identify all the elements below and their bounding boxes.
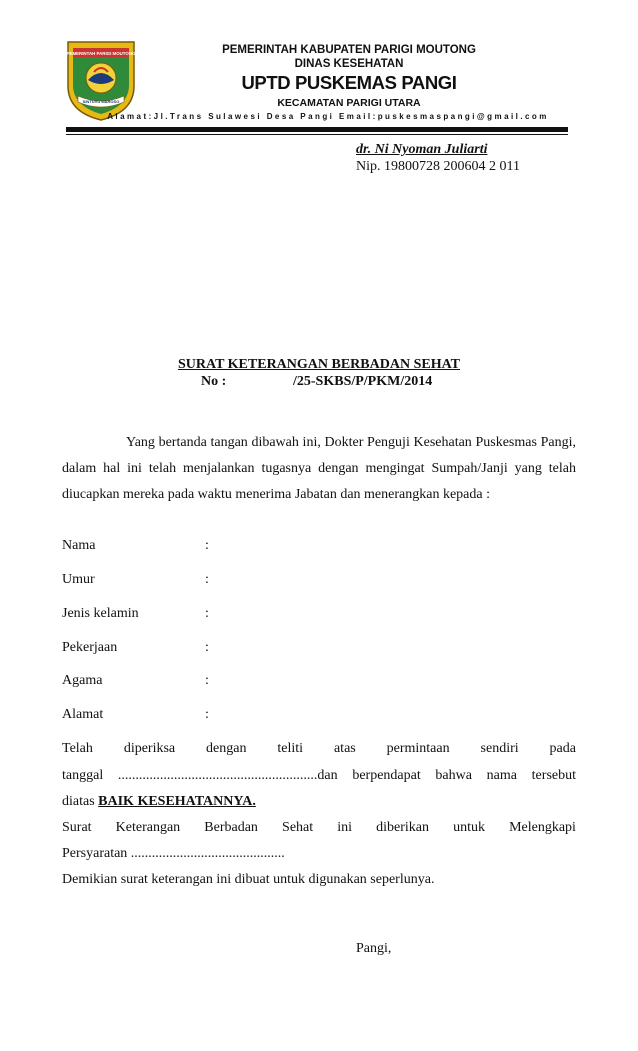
word: diperiksa	[123, 741, 176, 756]
field-label-agama: Agama	[62, 673, 103, 688]
field-label-jenis-kelamin: Jenis kelamin	[62, 606, 139, 621]
intro-rest: Pangi, dalam hal ini telah menjalankan tugasnya dengan mengingat Sumpah/Janji yang telah diucapkan mereka pada waktu menerima Jabatan dan menerangkan kepada :	[62, 435, 576, 502]
diatas-text: diatas	[62, 794, 95, 809]
letterhead-department: DINAS KESEHATAN	[294, 58, 404, 70]
document-number-value: /25-SKBS/P/PKM/2014	[293, 374, 433, 389]
statement-line-1	[62, 741, 576, 757]
word: Telah	[62, 741, 93, 756]
purpose-line-2: Persyaratan ............................................	[62, 846, 285, 861]
word: ini	[337, 820, 353, 835]
field-colon: :	[205, 673, 209, 688]
letterhead-institution: UPTD PUSKEMAS PANGI	[241, 72, 457, 93]
word: Sehat	[282, 820, 314, 835]
intro-paragraph	[62, 430, 576, 508]
logo-bottom-text: SINTUVU MAROSO	[82, 99, 120, 104]
place-date: Pangi,	[356, 941, 392, 956]
intro-first: Yang bertanda tangan dibawah ini, Dokter Penguji Kesehatan Puskesmas	[126, 435, 537, 450]
word: atas	[333, 741, 356, 756]
letterhead-rule-thick	[66, 127, 568, 132]
word: pada	[549, 741, 576, 756]
signatory-nip: Nip. 19800728 200604 2 011	[356, 159, 520, 174]
statement-line-3	[62, 794, 256, 810]
field-colon: :	[205, 538, 209, 553]
date-fill-line: .........................................................dan	[117, 768, 338, 783]
word: diberikan	[376, 820, 429, 835]
closing-statement: Demikian surat keterangan ini dibuat untuk digunakan seperlunya.	[62, 872, 435, 887]
word: bahwa	[435, 768, 472, 783]
word: teliti	[277, 741, 304, 756]
field-colon: :	[205, 640, 209, 655]
word: Melengkapi	[509, 820, 576, 835]
field-colon: :	[205, 707, 209, 722]
logo-top-text: PEMERINTAH PARIGI MOUTONG	[66, 51, 136, 56]
word: permintaan	[386, 741, 450, 756]
word: sendiri	[480, 741, 519, 756]
letterhead-district: KECAMATAN PARIGI UTARA	[277, 97, 421, 109]
field-label-nama: Nama	[62, 538, 96, 553]
field-label-alamat: Alamat	[62, 707, 104, 722]
word: tanggal	[62, 768, 104, 783]
document-title: SURAT KETERANGAN BERBADAN SEHAT	[178, 357, 460, 372]
signatory-name: dr. Ni Nyoman Juliarti	[356, 142, 488, 157]
word: berpendapat	[352, 768, 421, 783]
word: Surat	[62, 820, 92, 835]
word: Berbadan	[204, 820, 258, 835]
field-colon: :	[205, 606, 209, 621]
word: dengan	[206, 741, 247, 756]
word: tersebut	[531, 768, 576, 783]
health-verdict: BAIK KESEHATANNYA.	[98, 794, 256, 809]
letterhead-government: PEMERINTAH KABUPATEN PARIGI MOUTONG	[222, 44, 476, 56]
word: nama	[486, 768, 517, 783]
field-label-pekerjaan: Pekerjaan	[62, 640, 118, 655]
statement-line-2	[62, 768, 576, 784]
letterhead-address: Alamat:Jl.Trans Sulawesi Desa Pangi Email:puskesmaspangi@gmail.com	[107, 112, 549, 121]
letterhead-rule-thin	[66, 134, 568, 135]
word: untuk	[453, 820, 485, 835]
field-label-umur: Umur	[62, 572, 95, 587]
word: Keterangan	[115, 820, 181, 835]
document-number-label: No :	[201, 374, 227, 389]
field-colon: :	[205, 572, 209, 587]
purpose-line-1	[62, 820, 576, 836]
